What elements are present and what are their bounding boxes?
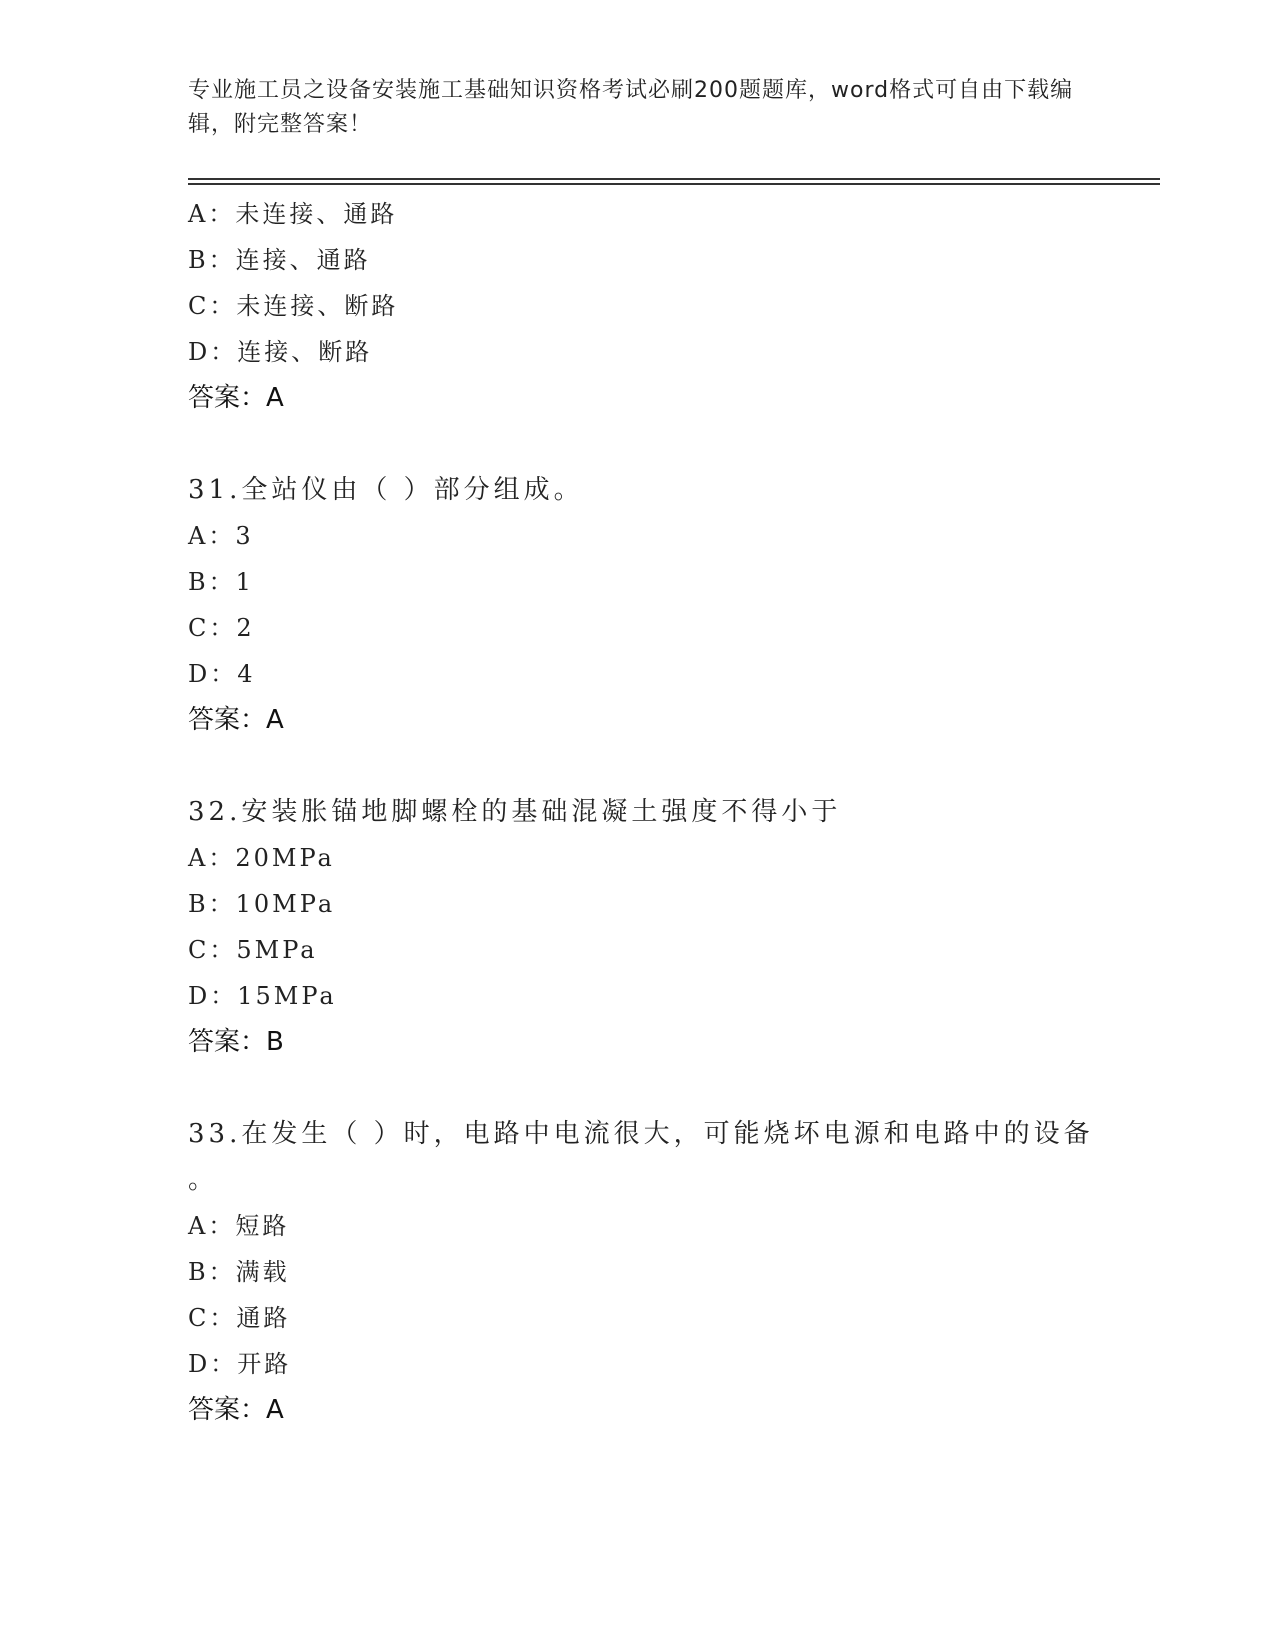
- option-c: C：通路: [188, 1304, 291, 1332]
- option-c: C：2: [188, 614, 255, 642]
- option-b: B：连接、通路: [188, 246, 371, 274]
- option-a: A：短路: [188, 1212, 290, 1240]
- question-stem: 33.在发生（ ）时，电路中电流很大，可能烧坏电源和电路中的设备: [188, 1119, 1094, 1149]
- option-d: D：开路: [188, 1350, 292, 1378]
- question-block: [188, 1111, 1094, 1433]
- option-b: B：10MPa: [188, 890, 336, 918]
- option-a: A：3: [188, 522, 254, 550]
- option-a: A：未连接、通路: [188, 200, 398, 228]
- answer-line: 答案：A: [188, 705, 284, 735]
- option-d: D：4: [188, 660, 256, 688]
- option-d: D：15MPa: [188, 982, 337, 1010]
- document-header: 专业施工员之设备安装施工基础知识资格考试必刷200题题库，word格式可自由下载编辑，附完整答案！: [188, 78, 1074, 137]
- question-block: [188, 789, 1088, 1065]
- option-b: B：1: [188, 568, 254, 596]
- option-d: D：连接、断路: [188, 338, 373, 366]
- question-list: [188, 191, 1094, 1433]
- answer-line: 答案：A: [188, 1395, 284, 1425]
- option-c: C：未连接、断路: [188, 292, 399, 320]
- question-block: [188, 191, 1088, 421]
- answer-line: 答案：A: [188, 383, 284, 413]
- option-a: A：20MPa: [188, 844, 335, 872]
- question-stem: 32.安装胀锚地脚螺栓的基础混凝土强度不得小于: [188, 797, 842, 827]
- question-stem-continuation: 。: [188, 1165, 219, 1195]
- header-divider-bottom: [188, 183, 1160, 185]
- question-stem: 31.全站仪由（ ）部分组成。: [188, 475, 584, 505]
- answer-line: 答案：B: [188, 1027, 284, 1057]
- question-block: [188, 467, 1088, 743]
- option-b: B：满载: [188, 1258, 290, 1286]
- header-divider-top: [188, 178, 1160, 180]
- option-c: C：5MPa: [188, 936, 318, 964]
